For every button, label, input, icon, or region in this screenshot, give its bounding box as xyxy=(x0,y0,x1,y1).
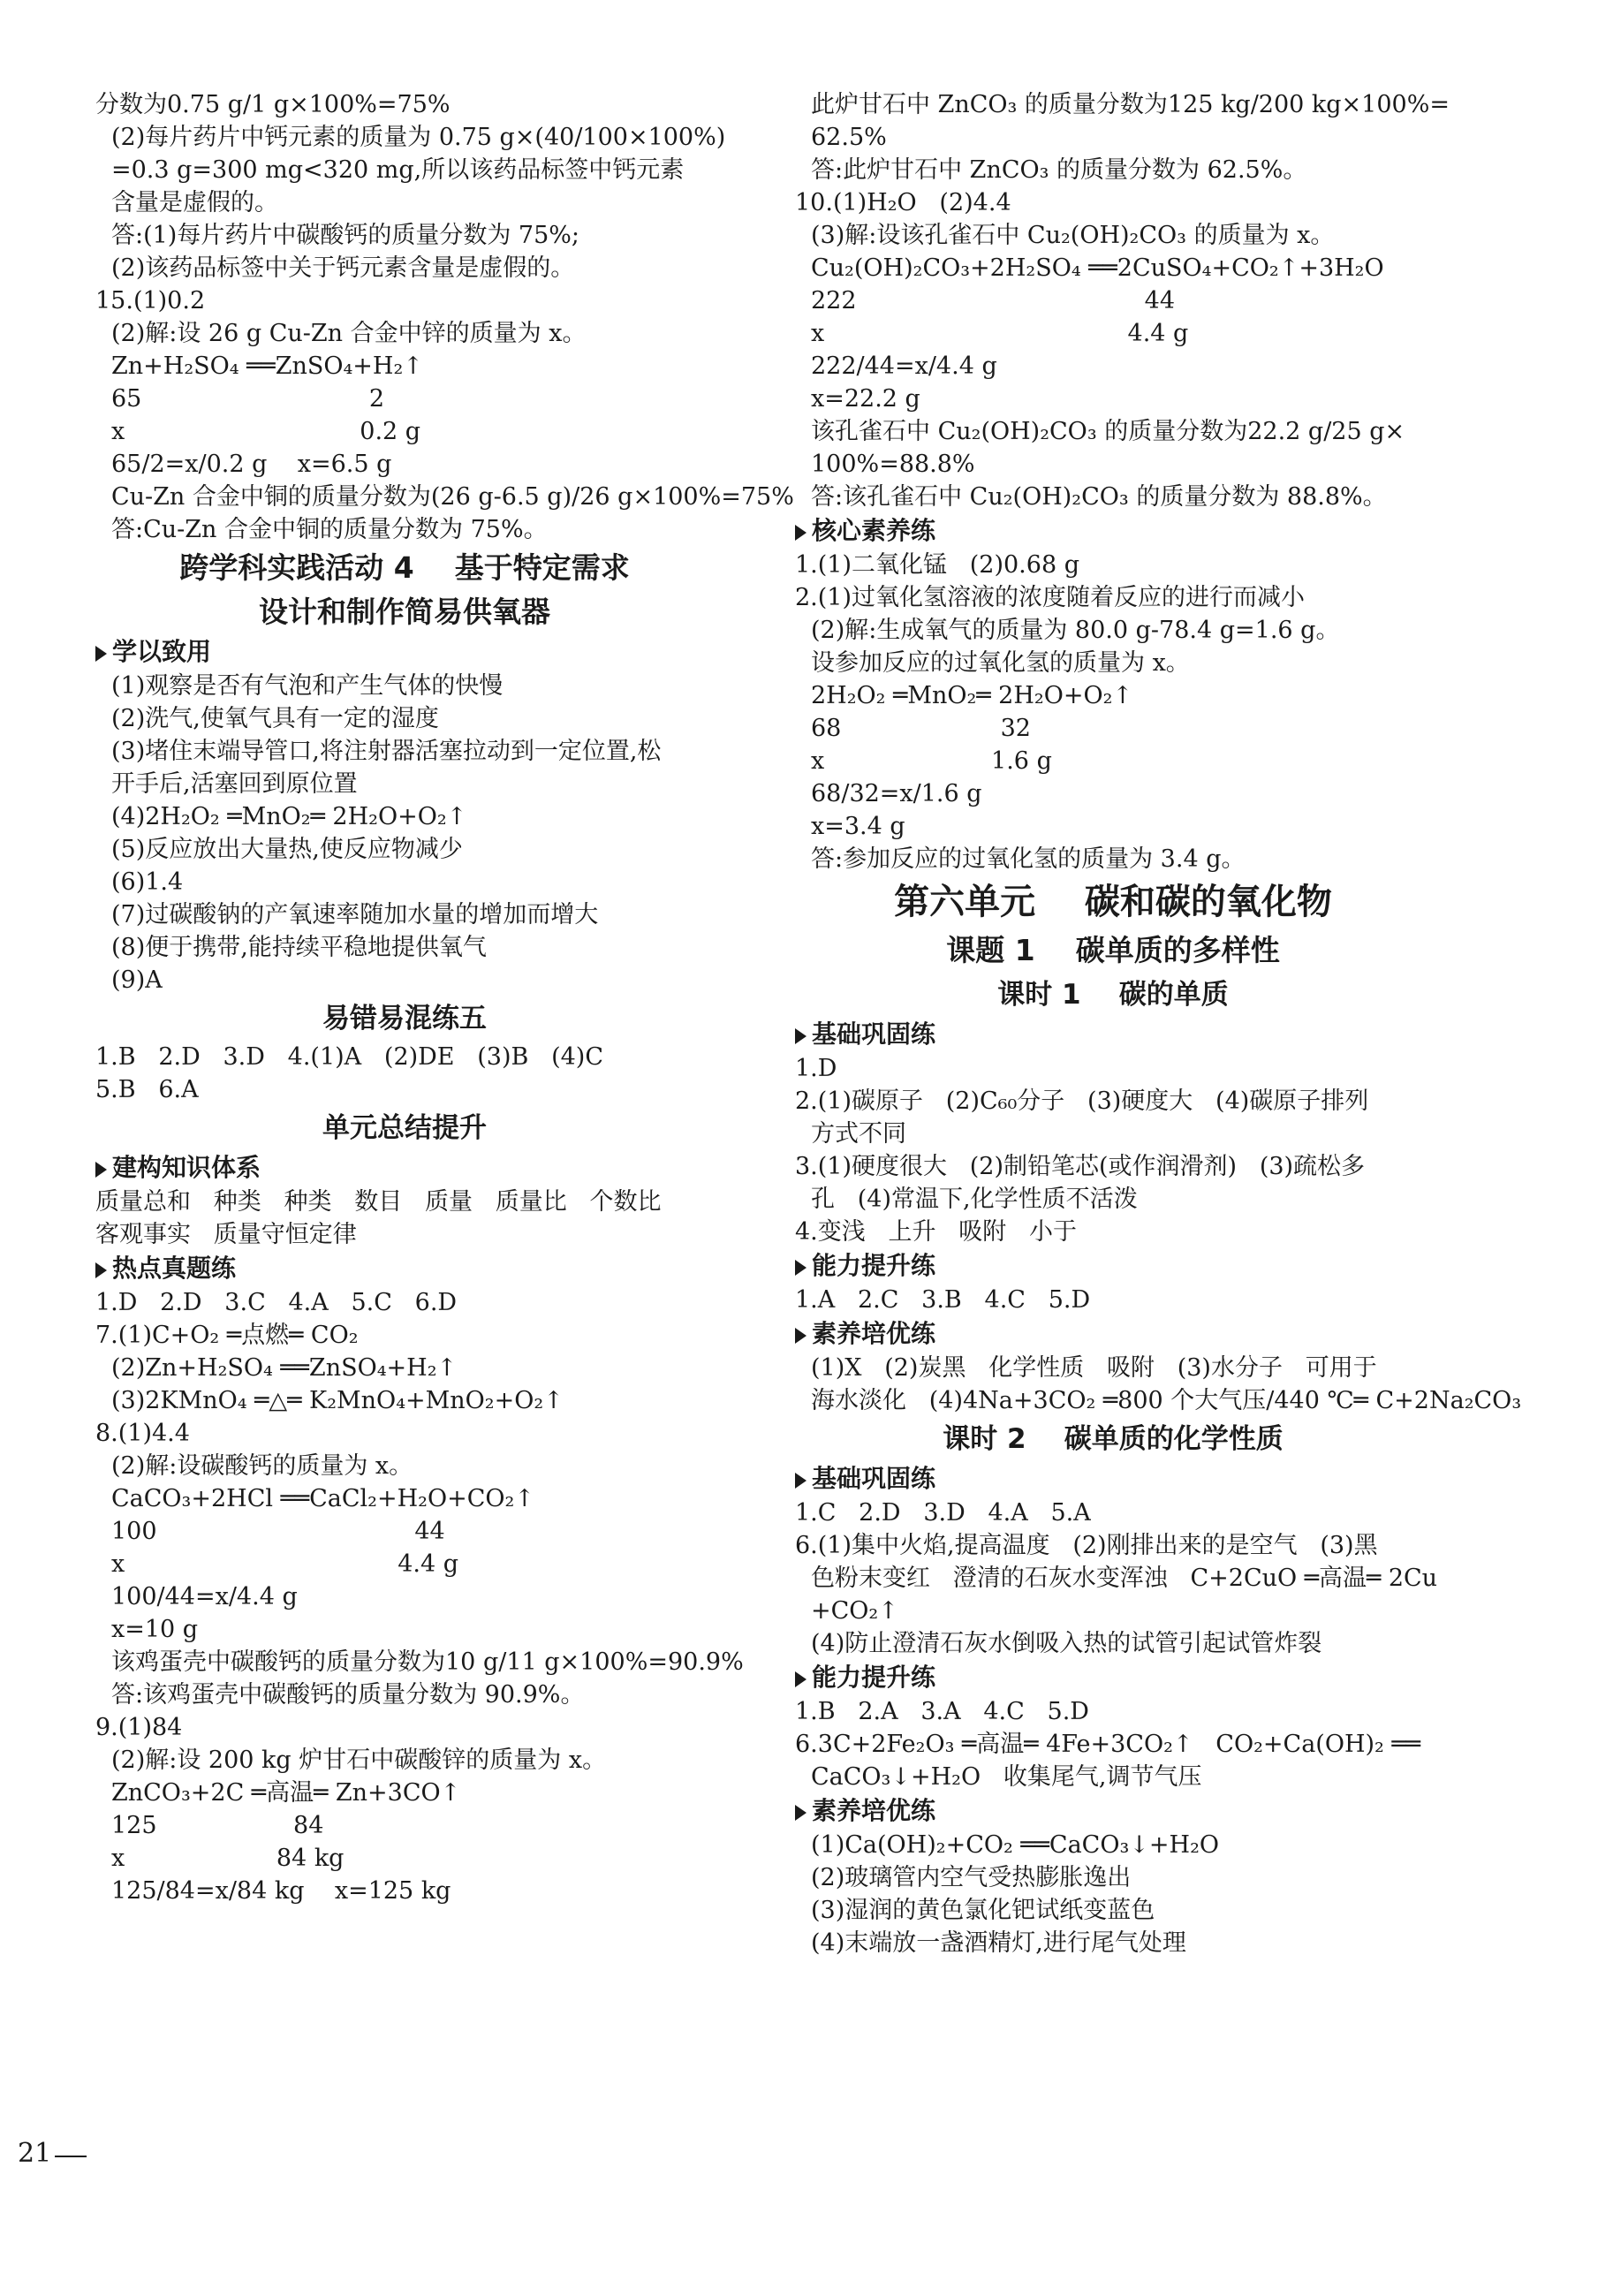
answer-line: Cu₂(OH)₂CO₃+2H₂SO₄ ══2CuSO₄+CO₂↑+3H₂O xyxy=(811,254,1384,282)
section-triangle-icon xyxy=(795,1671,806,1687)
answer-line: (9)A xyxy=(111,966,163,994)
answer-line: 65 2 xyxy=(111,385,385,413)
answer-line: 68 32 xyxy=(811,715,1031,742)
answer-line: 答:参加反应的过氧化氢的质量为 3.4 g。 xyxy=(811,845,1246,873)
answer-line: 9.(1)84 xyxy=(95,1714,183,1741)
answer-line: CaCO₃+2HCl ══CaCl₂+H₂O+CO₂↑ xyxy=(111,1485,534,1512)
section-heading-text: 能力提升练 xyxy=(812,1663,936,1692)
answer-line: 答:该鸡蛋壳中碳酸钙的质量分数为 90.9%。 xyxy=(111,1681,585,1709)
answer-line: CaCO₃↓+H₂O 收集尾气,调节气压 xyxy=(811,1763,1202,1791)
section-heading xyxy=(795,1316,1431,1352)
answer-line: x=10 g xyxy=(111,1616,199,1643)
answer-line: Zn+H₂SO₄ ══ZnSO₄+H₂↑ xyxy=(111,352,423,380)
section-heading-text: 基础巩固练 xyxy=(812,1019,936,1049)
section-heading-text: 建构知识体系 xyxy=(112,1153,261,1182)
answer-line: 222/44=x/4.4 g xyxy=(811,352,997,380)
section-triangle-icon xyxy=(795,1328,806,1344)
section-heading xyxy=(95,1251,714,1286)
section-heading-text: 素养培优练 xyxy=(812,1796,936,1825)
answer-line: 68/32=x/1.6 g xyxy=(811,780,982,807)
answer-line: 海水淡化 (4)4Na+3CO₂ ═800 个大气压/440 ℃═ C+2Na₂CO₃ xyxy=(811,1387,1522,1414)
section-heading xyxy=(795,1017,1431,1052)
heading: 易错易混练五 xyxy=(322,1003,487,1034)
section-heading xyxy=(95,634,714,670)
answer-line: (6)1.4 xyxy=(111,868,184,896)
answer-line: 6.3C+2Fe₂O₃ ═高温═ 4Fe+3CO₂↑ CO₂+Ca(OH)₂ ══ xyxy=(795,1731,1420,1758)
page-number: 21 xyxy=(18,2138,52,2169)
section-triangle-icon xyxy=(95,1262,107,1278)
answer-line: 开手后,活塞回到原位置 xyxy=(111,770,358,798)
answer-line: 1.D xyxy=(795,1055,837,1082)
answer-line: =0.3 g=300 mg<320 mg,所以该药品标签中钙元素 xyxy=(111,156,685,184)
answer-line: 1.D 2.D 3.C 4.A 5.C 6.D xyxy=(95,1289,458,1316)
answer-line: 8.(1)4.4 xyxy=(95,1420,190,1447)
answer-line: (1)X (2)炭黑 化学性质 吸附 (3)水分子 可用于 xyxy=(811,1354,1377,1382)
answer-line: (2)该药品标签中关于钙元素含量是虚假的。 xyxy=(111,254,575,282)
answer-line: (3)解:设该孔雀石中 Cu₂(OH)₂CO₃ 的质量为 x。 xyxy=(811,222,1335,249)
answer-line: (1)Ca(OH)₂+CO₂ ══CaCO₃↓+H₂O xyxy=(811,1831,1220,1859)
section-heading xyxy=(795,1660,1431,1695)
answer-line: (1)观察是否有气泡和产生气体的快慢 xyxy=(111,672,504,700)
answer-line: 此炉甘石中 ZnCO₃ 的质量分数为125 kg/200 kg×100%= xyxy=(811,91,1450,118)
answer-line: (2)解:设碳酸钙的质量为 x。 xyxy=(111,1452,413,1480)
section-heading-text: 核心素养练 xyxy=(812,516,936,545)
answer-line: 设参加反应的过氧化氢的质量为 x。 xyxy=(811,649,1190,677)
answer-line: (2)Zn+H₂SO₄ ══ZnSO₄+H₂↑ xyxy=(111,1354,458,1382)
answer-line: (2)每片药片中钙元素的质量为 0.75 g×(40/100×100%) xyxy=(111,124,726,151)
section-triangle-icon xyxy=(795,525,806,541)
heading: 课时 2 碳单质的化学性质 xyxy=(943,1423,1284,1455)
heading: 设计和制作简易供氧器 xyxy=(259,595,550,629)
answer-line: 125/84=x/84 kg x=125 kg xyxy=(111,1877,451,1905)
answer-line: (2)洗气,使氧气具有一定的湿度 xyxy=(111,705,439,732)
answer-line: 1.C 2.D 3.D 4.A 5.A xyxy=(795,1499,1091,1527)
answer-line: 色粉末变红 澄清的石灰水变浑浊 C+2CuO ═高温═ 2Cu xyxy=(811,1565,1438,1592)
section-heading xyxy=(95,1150,714,1186)
answer-line: 答:Cu-Zn 合金中铜的质量分数为 75%。 xyxy=(111,516,548,543)
answer-line: 62.5% xyxy=(811,124,887,151)
answer-line: (4)末端放一盏酒精灯,进行尾气处理 xyxy=(811,1929,1186,1957)
answer-line: 1.B 2.D 3.D 4.(1)A (2)DE (3)B (4)C xyxy=(95,1043,604,1071)
answer-line: x=3.4 g xyxy=(811,813,905,840)
section-heading xyxy=(795,1248,1431,1284)
answer-line: (4)防止澄清石灰水倒吸入热的试管引起试管炸裂 xyxy=(811,1630,1322,1657)
answer-line: 6.(1)集中火焰,提高温度 (2)刚排出来的是空气 (3)黑 xyxy=(795,1532,1378,1559)
answer-line: (8)便于携带,能持续平稳地提供氧气 xyxy=(111,934,487,961)
answer-line: x 84 kg xyxy=(111,1845,345,1872)
answer-line: 含量是虚假的。 xyxy=(111,189,278,216)
answer-line: 该鸡蛋壳中碳酸钙的质量分数为10 g/11 g×100%=90.9% xyxy=(111,1648,744,1676)
answer-line: 10.(1)H₂O (2)4.4 xyxy=(795,189,1011,216)
answer-line: (3)堵住末端导管口,将注射器活塞拉动到一定位置,松 xyxy=(111,738,662,765)
section-heading-text: 基础巩固练 xyxy=(812,1464,936,1493)
section-triangle-icon xyxy=(795,1473,806,1489)
answer-line: (4)2H₂O₂ ═MnO₂═ 2H₂O+O₂↑ xyxy=(111,803,467,830)
answer-line: 4.变浅 上升 吸附 小于 xyxy=(795,1218,1078,1246)
answer-line: 孔 (4)常温下,化学性质不活泼 xyxy=(811,1186,1138,1213)
answer-line: 2.(1)过氧化氢溶液的浓度随着反应的进行而减小 xyxy=(795,584,1306,611)
answer-line: ZnCO₃+2C ═高温═ Zn+3CO↑ xyxy=(111,1779,461,1807)
section-heading xyxy=(795,1461,1431,1497)
section-triangle-icon xyxy=(795,1260,806,1276)
section-heading xyxy=(795,513,1431,549)
answer-line: 该孔雀石中 Cu₂(OH)₂CO₃ 的质量分数为22.2 g/25 g× xyxy=(811,418,1405,445)
answer-line: +CO₂↑ xyxy=(811,1597,898,1625)
answer-line: 1.B 2.A 3.A 4.C 5.D xyxy=(795,1698,1089,1725)
heading: 课题 1 碳单质的多样性 xyxy=(946,933,1280,967)
section-triangle-icon xyxy=(95,646,107,662)
section-heading-text: 学以致用 xyxy=(112,637,212,666)
section-heading-text: 素养培优练 xyxy=(812,1319,936,1348)
answer-line: 2.(1)碳原子 (2)C₆₀分子 (3)硬度大 (4)碳原子排列 xyxy=(795,1087,1369,1115)
right-column xyxy=(795,88,1522,1959)
answer-line: 1.(1)二氧化锰 (2)0.68 g xyxy=(795,551,1079,579)
section-heading-text: 热点真题练 xyxy=(112,1254,237,1283)
answer-line: 65/2=x/0.2 g x=6.5 g xyxy=(111,451,392,478)
answer-line: x 4.4 g xyxy=(811,320,1189,347)
answer-line: 2H₂O₂ ═MnO₂═ 2H₂O+O₂↑ xyxy=(811,682,1133,709)
heading: 单元总结提升 xyxy=(322,1112,487,1144)
section-heading-text: 能力提升练 xyxy=(812,1251,936,1280)
answer-line: 方式不同 xyxy=(811,1120,906,1148)
answer-line: (2)解:生成氧气的质量为 80.0 g-78.4 g=1.6 g。 xyxy=(811,617,1340,644)
answer-line: (3)湿润的黄色氯化钯试纸变蓝色 xyxy=(811,1897,1155,1924)
answer-line: (5)反应放出大量热,使反应物减少 xyxy=(111,836,463,863)
section-heading xyxy=(795,1793,1431,1829)
answer-line: 1.A 2.C 3.B 4.C 5.D xyxy=(795,1286,1091,1314)
answer-line: 15.(1)0.2 xyxy=(95,287,206,314)
answer-line: x 4.4 g xyxy=(111,1550,459,1578)
answer-line: 7.(1)C+O₂ ═点燃═ CO₂ xyxy=(95,1322,359,1349)
answer-line: x=22.2 g xyxy=(811,385,920,413)
answer-line: 答:(1)每片药片中碳酸钙的质量分数为 75%; xyxy=(111,222,580,249)
answer-line: 5.B 6.A xyxy=(95,1076,199,1103)
section-triangle-icon xyxy=(95,1162,107,1178)
heading: 课时 1 碳的单质 xyxy=(997,979,1229,1011)
answer-line: (2)解:设 200 kg 炉甘石中碳酸锌的质量为 x。 xyxy=(111,1747,607,1774)
answer-line: 答:此炉甘石中 ZnCO₃ 的质量分数为 62.5%。 xyxy=(811,156,1307,184)
answer-line: 分数为0.75 g/1 g×100%=75% xyxy=(95,91,451,118)
answer-line: 客观事实 质量守恒定律 xyxy=(95,1221,357,1248)
answer-line: (2)玻璃管内空气受热膨胀逸出 xyxy=(811,1864,1132,1891)
answer-line: 答:该孔雀石中 Cu₂(OH)₂CO₃ 的质量分数为 88.8%。 xyxy=(811,483,1387,511)
page-number-rule xyxy=(55,2156,87,2157)
section-triangle-icon xyxy=(795,1805,806,1821)
heading: 跨学科实践活动 4 基于特定需求 xyxy=(179,550,630,585)
answer-line: x 1.6 g xyxy=(811,747,1052,775)
answer-line: x 0.2 g xyxy=(111,418,421,445)
answer-line: 100 44 xyxy=(111,1518,445,1545)
answer-line: (2)解:设 26 g Cu-Zn 合金中锌的质量为 x。 xyxy=(111,320,587,347)
answer-line: 222 44 xyxy=(811,287,1176,314)
left-column xyxy=(95,88,794,1907)
section-triangle-icon xyxy=(795,1028,806,1044)
answer-line: (3)2KMnO₄ ═△═ K₂MnO₄+MnO₂+O₂↑ xyxy=(111,1387,564,1414)
answer-line: 3.(1)硬度很大 (2)制铅笔芯(或作润滑剂) (3)疏松多 xyxy=(795,1153,1366,1180)
answer-line: 125 84 xyxy=(111,1812,324,1839)
answer-line: 100/44=x/4.4 g xyxy=(111,1583,298,1610)
answer-line: 100%=88.8% xyxy=(811,451,975,478)
heading: 第六单元 碳和碳的氧化物 xyxy=(894,882,1332,922)
answer-line: Cu-Zn 合金中铜的质量分数为(26 g-6.5 g)/26 g×100%=75% xyxy=(111,483,794,511)
answer-line: 质量总和 种类 种类 数目 质量 质量比 个数比 xyxy=(95,1188,662,1216)
answer-line: (7)过碳酸钠的产氧速率随加水量的增加而增大 xyxy=(111,901,599,928)
